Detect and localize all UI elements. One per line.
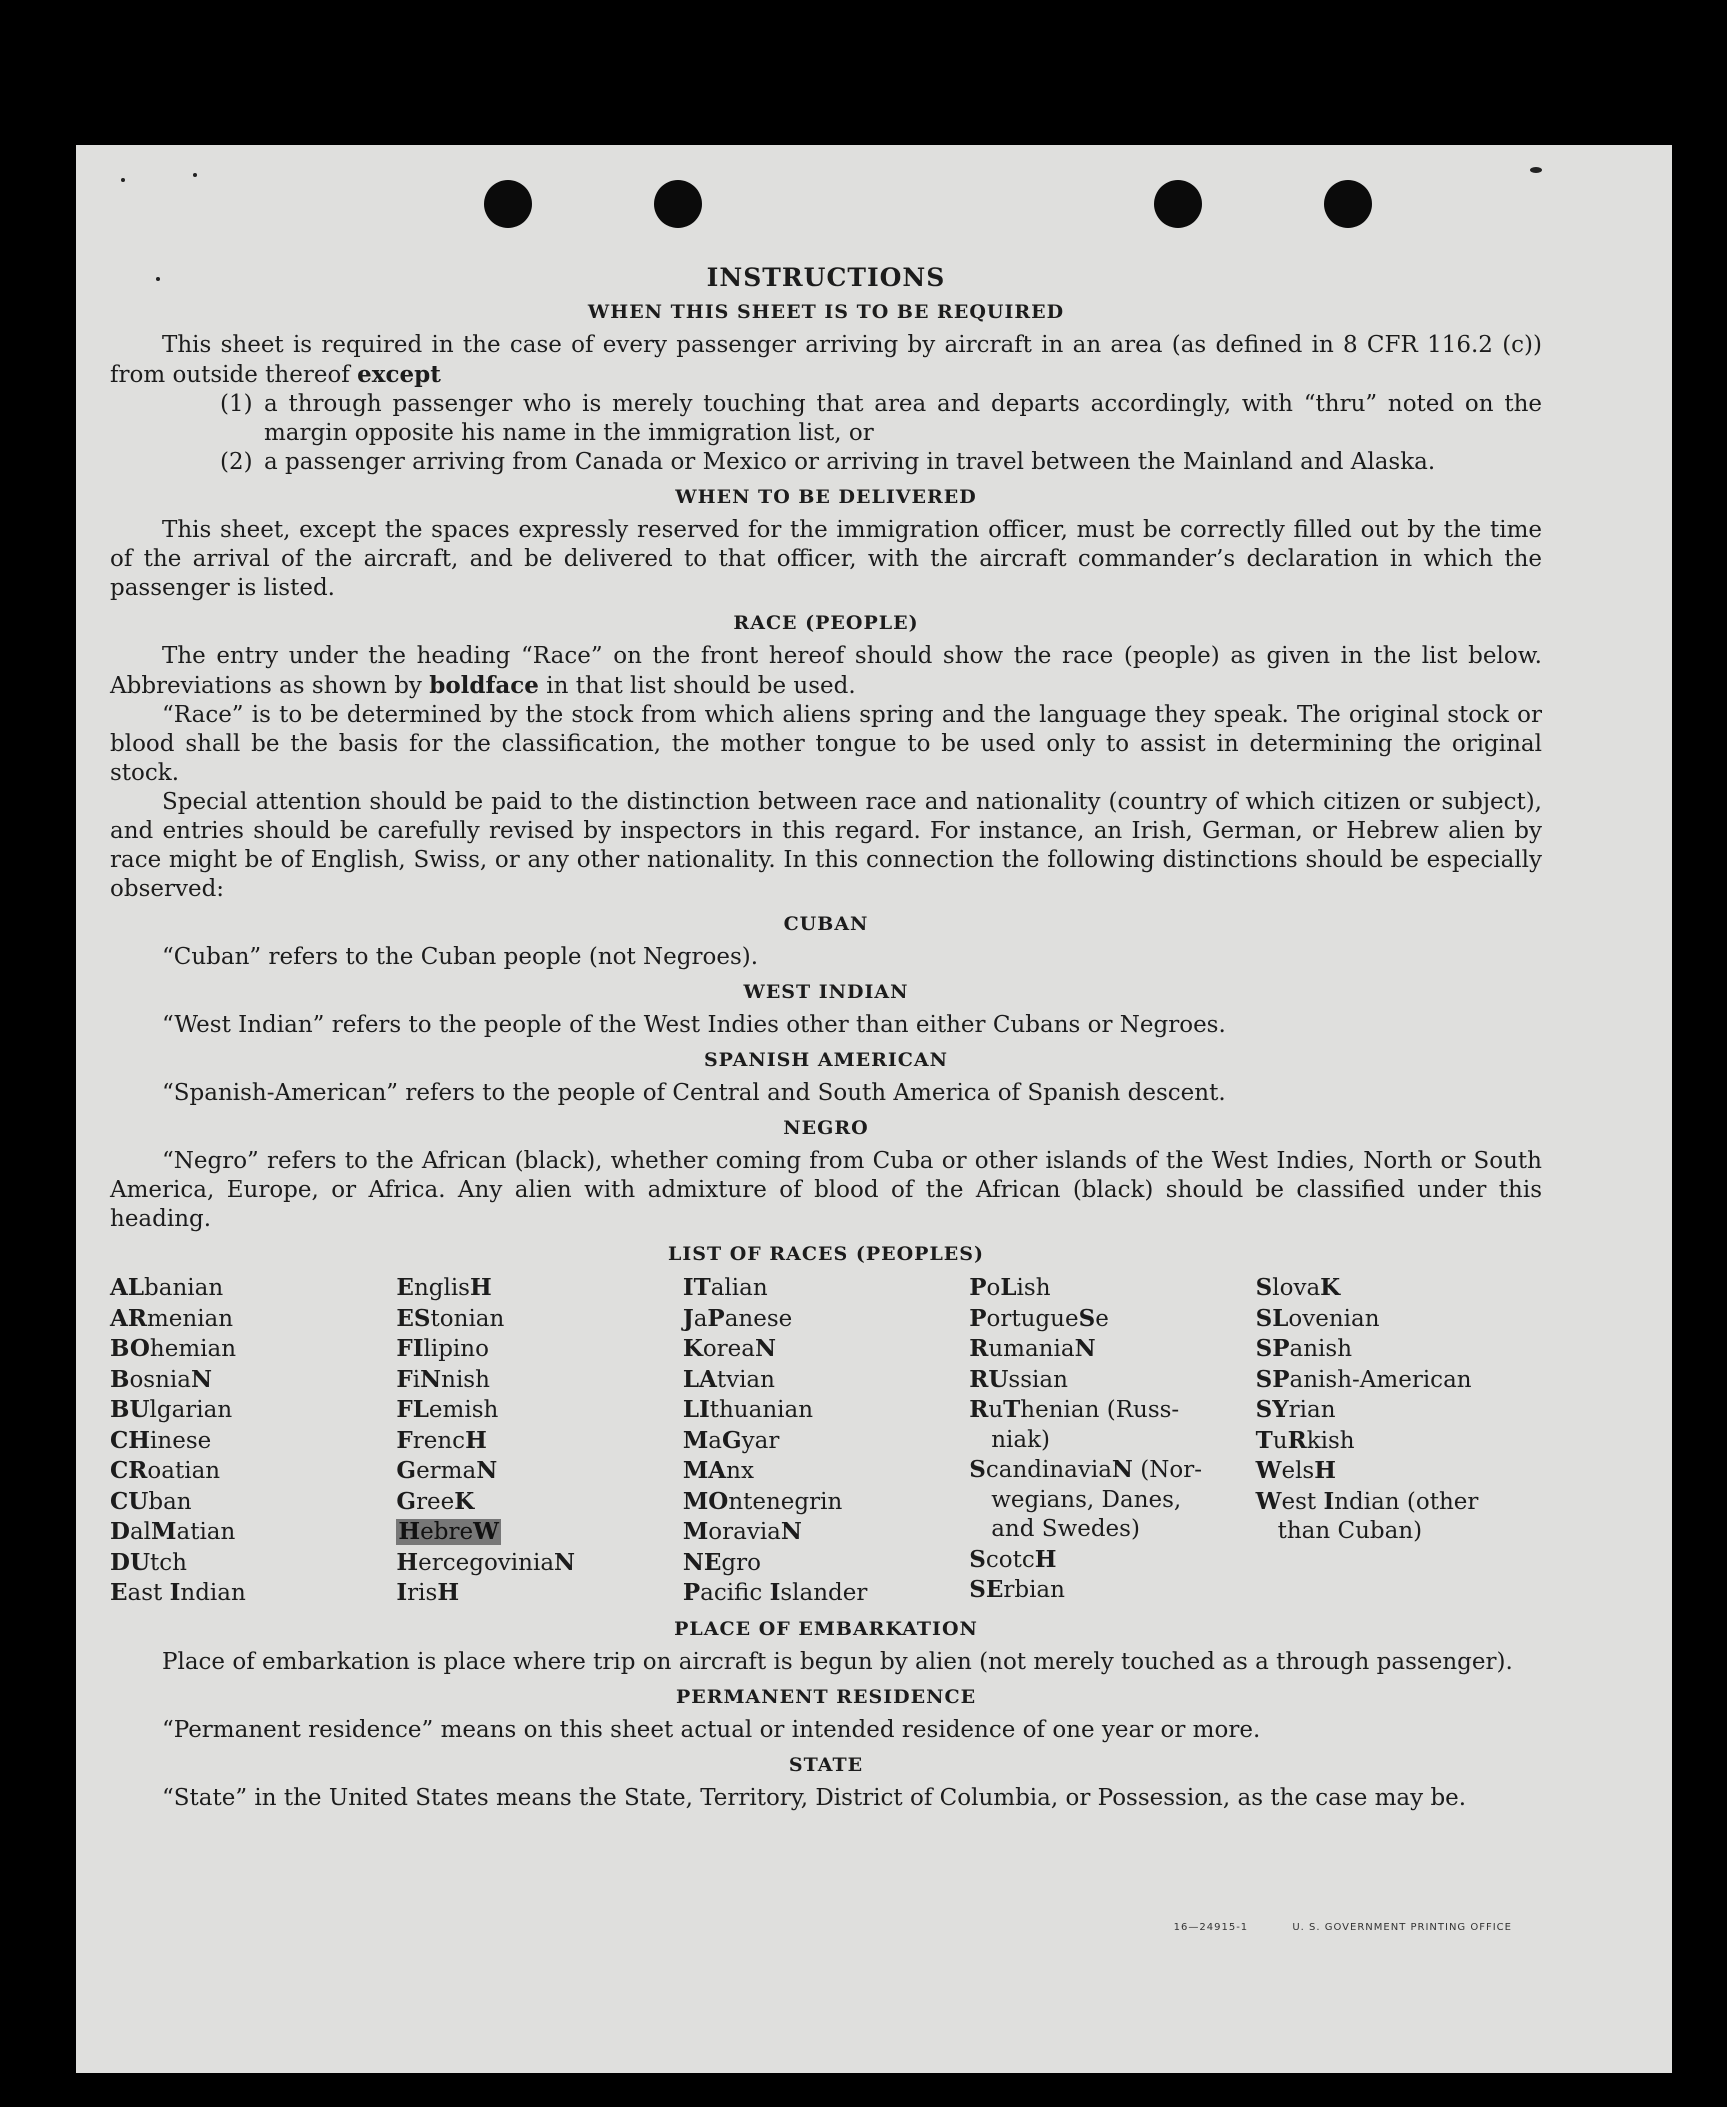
abbreviation-letters: G	[722, 1426, 742, 1454]
race-entry	[396, 1517, 682, 1548]
abbreviation-letters: P	[682, 1579, 701, 1606]
race-name-text: gro	[721, 1549, 761, 1576]
race-name-text: ban	[148, 1488, 192, 1515]
abbreviation-letters: S	[1255, 1274, 1273, 1301]
paragraph: “West Indian” refers to the people of the West Indies other than either Cubans or Negroes.	[162, 1012, 1226, 1038]
abbreviation-letters: RU	[969, 1365, 1009, 1393]
abbreviation-letters: H	[437, 1579, 460, 1606]
section-heading: NEGRO	[783, 1117, 869, 1139]
race-name-text: ree	[416, 1488, 455, 1515]
abbreviation-letters: BU	[110, 1396, 150, 1423]
abbreviation-letters: T	[1003, 1396, 1021, 1423]
race-entry	[969, 1575, 1255, 1606]
race-name-text: a	[693, 1305, 708, 1332]
race-entry	[969, 1395, 1255, 1426]
race-name-text: emish	[428, 1397, 499, 1423]
list-item	[110, 390, 1542, 448]
abbreviation-letters: E	[396, 1274, 414, 1301]
abbreviation-letters: H	[398, 1518, 421, 1545]
paragraph: “Negro” refers to the African (black), whether coming from Cuba or other islands of the West Indies, North or South America, Europe, or Africa. Any alien with admixture of blood of the African (black) should be classified under this heading.	[110, 1148, 1542, 1232]
race-entry	[396, 1426, 682, 1457]
highlighted-entry	[396, 1519, 501, 1545]
abbreviation-letters: G	[396, 1487, 417, 1515]
race-entry	[683, 1334, 969, 1365]
abbreviation-letters: T	[1255, 1426, 1273, 1454]
abbreviation-letters: I	[396, 1579, 408, 1606]
paragraph: “Spanish-American” refers to the people of Central and South America of Spanish descent.	[162, 1080, 1226, 1106]
race-name-text: ris	[407, 1580, 438, 1606]
race-name-text: al	[129, 1519, 152, 1545]
paragraph: Place of embarkation is place where trip on aircraft is begun by alien (not merely touched as a through passenger).	[162, 1648, 1513, 1675]
paragraph: “Race” is to be determined by the stock from which aliens spring and the language they speak. The original stock or blood shall be the basis for the classification, the mother tongue to be used only to assist in determining the original stock.	[110, 702, 1542, 786]
abbreviation-letters: AL	[110, 1274, 145, 1301]
race-entry	[683, 1273, 969, 1304]
race-name-text: ntenegrin	[728, 1488, 843, 1515]
abbreviation-letters: R	[1287, 1426, 1307, 1454]
section-heading: SPANISH AMERICAN	[703, 1049, 949, 1071]
abbreviation-letters: M	[682, 1518, 709, 1545]
race-entry	[683, 1395, 969, 1426]
abbreviation-letters: MA	[682, 1457, 727, 1484]
race-name-text: ercegovinia	[418, 1549, 555, 1576]
race-entry	[683, 1365, 969, 1396]
race-name-text: lgarian	[149, 1397, 233, 1423]
abbreviation-letters: I	[769, 1579, 781, 1606]
form-number: 16—24915-1	[1173, 1922, 1249, 1933]
race-column	[396, 1273, 682, 1609]
race-name-text: inese	[150, 1427, 212, 1454]
race-name-text: hemian	[149, 1336, 237, 1362]
abbreviation-letters: FI	[396, 1335, 424, 1362]
abbreviation-letters: ES	[396, 1304, 431, 1332]
abbreviation-letters: P	[969, 1304, 987, 1332]
race-entry	[1256, 1334, 1542, 1365]
race-entry	[110, 1273, 396, 1304]
race-name-text: than Cuban)	[1277, 1518, 1423, 1544]
race-column	[110, 1273, 396, 1609]
abbreviation-letters: W	[473, 1518, 499, 1545]
abbreviation-letters: LA	[682, 1365, 717, 1393]
race-entry	[969, 1545, 1255, 1576]
abbreviation-letters: N	[191, 1365, 213, 1393]
race-entry	[110, 1517, 396, 1548]
race-name-text: nglis	[413, 1275, 470, 1301]
race-name-text: i	[412, 1366, 421, 1393]
abbreviation-letters: P	[969, 1274, 987, 1301]
race-name-text: atian	[176, 1519, 236, 1545]
race-entry	[969, 1334, 1255, 1365]
race-name-text: wegians, Danes,	[991, 1486, 1182, 1513]
race-name-text: osnia	[129, 1366, 191, 1393]
race-name-text: o	[986, 1275, 1001, 1301]
section-heading: PLACE OF EMBARKATION	[674, 1617, 978, 1640]
abbreviation-letters: W	[1255, 1487, 1282, 1515]
abbreviation-letters: K	[682, 1335, 703, 1362]
paragraph: “Permanent residence” means on this sheet actual or intended residence of one year or more.	[162, 1716, 1261, 1743]
race-entry	[1256, 1517, 1542, 1547]
race-entry	[1256, 1395, 1542, 1426]
race-entry	[396, 1578, 682, 1609]
scan-speck	[1530, 167, 1542, 173]
abbreviation-letters: H	[470, 1274, 492, 1301]
race-name-text: ast	[127, 1580, 170, 1606]
abbreviation-letters: MO	[682, 1487, 729, 1515]
race-name-text: candinavia	[985, 1457, 1112, 1483]
abbreviation-letters: M	[682, 1426, 709, 1454]
race-name-text: banian	[144, 1275, 224, 1301]
race-name-text: orea	[702, 1336, 755, 1362]
item-text: a through passenger who is merely touching that area and departs accordingly, with “thru” noted on the margin opposite his name in the immigration list, or	[264, 391, 1542, 446]
paragraph	[110, 642, 1542, 701]
race-name-text: u	[988, 1397, 1004, 1423]
abbreviation-letters: N	[1111, 1456, 1133, 1483]
race-entry	[969, 1426, 1255, 1456]
race-entry	[110, 1395, 396, 1426]
race-entry	[110, 1426, 396, 1457]
race-name-text: tonian	[430, 1305, 505, 1332]
abbreviation-letters: F	[396, 1365, 413, 1393]
race-name-text: nish	[441, 1366, 490, 1393]
race-name-text: and Swedes)	[991, 1516, 1140, 1542]
abbreviation-letters: H	[465, 1426, 487, 1454]
race-name-text: tvian	[716, 1366, 775, 1393]
race-name-text: slander	[780, 1580, 868, 1606]
race-name-text: lova	[1272, 1275, 1321, 1301]
abbreviation-letters: BO	[110, 1335, 150, 1362]
race-entry	[396, 1395, 682, 1426]
abbreviation-letters: N	[780, 1518, 802, 1545]
race-name-text: henian (Russ-	[1020, 1397, 1180, 1423]
race-column	[683, 1273, 969, 1609]
race-name-text: u	[1272, 1427, 1288, 1454]
abbreviation-letters: P	[707, 1304, 725, 1332]
race-name-text: renc	[412, 1427, 466, 1454]
race-entry	[110, 1456, 396, 1487]
abbreviation-letters: M	[151, 1518, 177, 1545]
abbreviation-letters: F	[396, 1426, 413, 1454]
paragraph: This sheet, except the spaces expressly reserved for the immigration officer, must be correctly filled out by the time of the arrival of the aircraft, and be delivered to that officer, with the aircraft commander’s declaration in which the passenger is listed.	[110, 517, 1542, 601]
printer-credit: U. S. GOVERNMENT PRINTING OFFICE	[1292, 1922, 1512, 1933]
paragraph: “Cuban” refers to the Cuban people (not Negroes).	[162, 944, 759, 970]
paragraph-text: The entry under the heading “Race” on the front hereof should show the race (people) as given in the list below. Abbreviations as shown by	[110, 643, 1542, 699]
abbreviation-letters: SE	[969, 1576, 1004, 1603]
abbreviation-letters: IT	[682, 1274, 711, 1301]
race-name-text: anese	[724, 1305, 793, 1332]
abbreviation-letters: H	[1034, 1545, 1057, 1573]
race-name-text: ndian (other	[1334, 1488, 1479, 1515]
race-entry	[396, 1334, 682, 1365]
race-entry	[683, 1548, 969, 1579]
punch-hole	[1324, 180, 1372, 228]
race-entry	[1256, 1273, 1542, 1304]
abbreviation-letters: G	[396, 1457, 417, 1484]
section-heading: LIST OF RACES (PEOPLES)	[668, 1243, 984, 1265]
race-name-text: umania	[988, 1336, 1075, 1362]
scan-speck	[121, 178, 125, 182]
race-column	[1256, 1273, 1542, 1609]
abbreviation-letters: K	[454, 1487, 475, 1515]
emphasis-text: except	[357, 361, 441, 388]
race-name-text: oatian	[147, 1458, 221, 1484]
race-name-text: acific	[700, 1580, 770, 1606]
race-name-text: cotc	[985, 1546, 1035, 1573]
abbreviation-letters: B	[110, 1365, 130, 1393]
race-entry	[396, 1456, 682, 1487]
race-entry	[110, 1304, 396, 1335]
abbreviation-letters: FL	[396, 1396, 429, 1423]
abbreviation-letters: SL	[1255, 1304, 1289, 1332]
race-name-text: a	[708, 1427, 722, 1454]
race-entry	[969, 1365, 1255, 1396]
paragraph-text: This sheet is required in the case of every passenger arriving by aircraft in an area (as defined in 8 CFR 116.2 (c)) from outside thereof	[110, 332, 1542, 388]
paragraph: Special attention should be paid to the distinction between race and nationality (country of which citizen or subject), and entries should be carefully revised by inspectors in this regard. For instance, an Irish, German, or Hebrew alien by race might be of English, Swiss, or any other nationality. In this connection the following distinctions should be especially observed:	[110, 789, 1542, 902]
abbreviation-letters: H	[1314, 1457, 1336, 1484]
race-entry	[396, 1487, 682, 1518]
abbreviation-letters: NE	[682, 1548, 722, 1576]
abbreviation-letters: AR	[110, 1304, 147, 1332]
abbreviation-letters: E	[110, 1579, 128, 1606]
section-heading: WEST INDIAN	[743, 981, 909, 1003]
abbreviation-letters: SP	[1255, 1365, 1290, 1393]
emphasis-text: boldface	[429, 672, 539, 699]
race-name-text: est	[1281, 1488, 1324, 1515]
race-entry	[969, 1455, 1255, 1486]
abbreviation-letters: R	[969, 1335, 989, 1362]
abbreviation-letters: N	[554, 1548, 576, 1576]
race-entry	[396, 1304, 682, 1335]
paragraph-text: in that list should be used.	[538, 673, 856, 699]
punch-hole	[484, 180, 532, 228]
race-name-text: thuanian	[709, 1397, 814, 1423]
race-name-text: alian	[710, 1275, 768, 1301]
race-name-text: menian	[146, 1305, 234, 1332]
abbreviation-letters: CR	[110, 1457, 148, 1484]
item-text: a passenger arriving from Canada or Mexico or arriving in travel between the Mainland and Alaska.	[264, 449, 1436, 475]
section-heading: CUBAN	[783, 913, 869, 935]
race-entry	[969, 1486, 1255, 1516]
abbreviation-letters: S	[1078, 1304, 1096, 1332]
abbreviation-letters: N	[754, 1335, 777, 1362]
print-footer	[1174, 1922, 1512, 1933]
race-entry	[110, 1578, 396, 1609]
race-entry	[683, 1304, 969, 1335]
race-name-text: niak)	[991, 1426, 1051, 1453]
instructions-body	[110, 263, 1542, 1813]
abbreviation-letters: SP	[1255, 1335, 1290, 1362]
race-entry	[1256, 1456, 1542, 1487]
race-entry	[396, 1365, 682, 1396]
race-name-text: els	[1281, 1458, 1315, 1484]
race-entry	[683, 1517, 969, 1548]
race-entry	[110, 1548, 396, 1579]
abbreviation-letters: K	[1320, 1274, 1341, 1301]
abbreviation-letters: N	[420, 1365, 442, 1393]
section-heading: PERMANENT RESIDENCE	[675, 1685, 977, 1708]
section-heading: STATE	[788, 1753, 864, 1776]
scan-speck	[193, 173, 197, 177]
abbreviation-letters: DU	[110, 1548, 151, 1576]
race-name-text: ndian	[180, 1580, 246, 1606]
race-name-text: erma	[416, 1458, 477, 1484]
section-heading: WHEN TO BE DELIVERED	[675, 486, 977, 508]
race-name-text: ish	[1016, 1275, 1051, 1301]
race-entry	[683, 1578, 969, 1609]
race-entry	[1256, 1487, 1542, 1518]
race-entry	[683, 1487, 969, 1518]
abbreviation-letters: LI	[682, 1396, 710, 1423]
race-name-text: anish-American	[1289, 1366, 1472, 1393]
list-item	[110, 448, 1542, 477]
abbreviation-letters: CU	[110, 1487, 149, 1515]
abbreviation-letters: I	[1323, 1487, 1335, 1515]
race-name-text: ebre	[420, 1519, 474, 1545]
race-name-text: kish	[1306, 1427, 1355, 1454]
race-name-text: ovenian	[1288, 1305, 1380, 1332]
race-entry	[1256, 1304, 1542, 1335]
race-column	[969, 1273, 1255, 1609]
race-name-text: nx	[726, 1458, 754, 1484]
race-name-text: anish	[1289, 1336, 1353, 1362]
abbreviation-letters: I	[169, 1579, 181, 1606]
race-entry	[969, 1304, 1255, 1335]
race-name-text: lipino	[423, 1336, 489, 1362]
race-entry	[396, 1548, 682, 1579]
race-entry	[1256, 1426, 1542, 1457]
race-name-text: rian	[1288, 1397, 1336, 1423]
race-entry	[110, 1487, 396, 1518]
abbreviation-letters: N	[1074, 1335, 1096, 1362]
race-entry	[969, 1515, 1255, 1545]
race-name-text: tch	[150, 1549, 187, 1576]
item-number: (2)	[220, 449, 253, 475]
race-name-text: rbian	[1003, 1577, 1065, 1603]
punch-hole	[1154, 180, 1202, 228]
abbreviation-letters: H	[396, 1548, 419, 1576]
document-page	[76, 145, 1672, 2073]
race-entry	[683, 1426, 969, 1457]
race-entry	[683, 1456, 969, 1487]
race-name-text: yar	[741, 1427, 780, 1454]
abbreviation-letters: D	[110, 1518, 130, 1545]
race-name-text: (Nor-	[1132, 1457, 1202, 1483]
abbreviation-letters: L	[1000, 1274, 1017, 1301]
paragraph	[110, 331, 1542, 390]
race-list	[110, 1273, 1542, 1609]
punch-hole	[654, 180, 702, 228]
race-name-text: ssian	[1008, 1366, 1068, 1393]
race-entry	[396, 1273, 682, 1304]
item-number: (1)	[220, 391, 253, 417]
abbreviation-letters: CH	[110, 1426, 151, 1454]
race-name-text: oravia	[708, 1519, 781, 1545]
race-entry	[1256, 1365, 1542, 1396]
race-name-text: ortugue	[986, 1305, 1079, 1332]
abbreviation-letters: J	[682, 1304, 694, 1332]
race-entry	[969, 1273, 1255, 1304]
abbreviation-letters: N	[476, 1457, 498, 1484]
section-heading: RACE (PEOPLE)	[733, 612, 919, 634]
race-name-text: e	[1095, 1305, 1109, 1332]
abbreviation-letters: SY	[1255, 1396, 1289, 1423]
abbreviation-letters: W	[1255, 1457, 1282, 1484]
abbreviation-letters: S	[969, 1545, 986, 1573]
race-entry	[110, 1365, 396, 1396]
abbreviation-letters: S	[969, 1456, 986, 1483]
race-entry	[110, 1334, 396, 1365]
abbreviation-letters: R	[969, 1396, 989, 1423]
paragraph: “State” in the United States means the State, Territory, District of Columbia, or Possession, as the case may be.	[162, 1784, 1467, 1811]
section-heading: WHEN THIS SHEET IS TO BE REQUIRED	[587, 301, 1065, 323]
page-title: INSTRUCTIONS	[706, 263, 946, 292]
